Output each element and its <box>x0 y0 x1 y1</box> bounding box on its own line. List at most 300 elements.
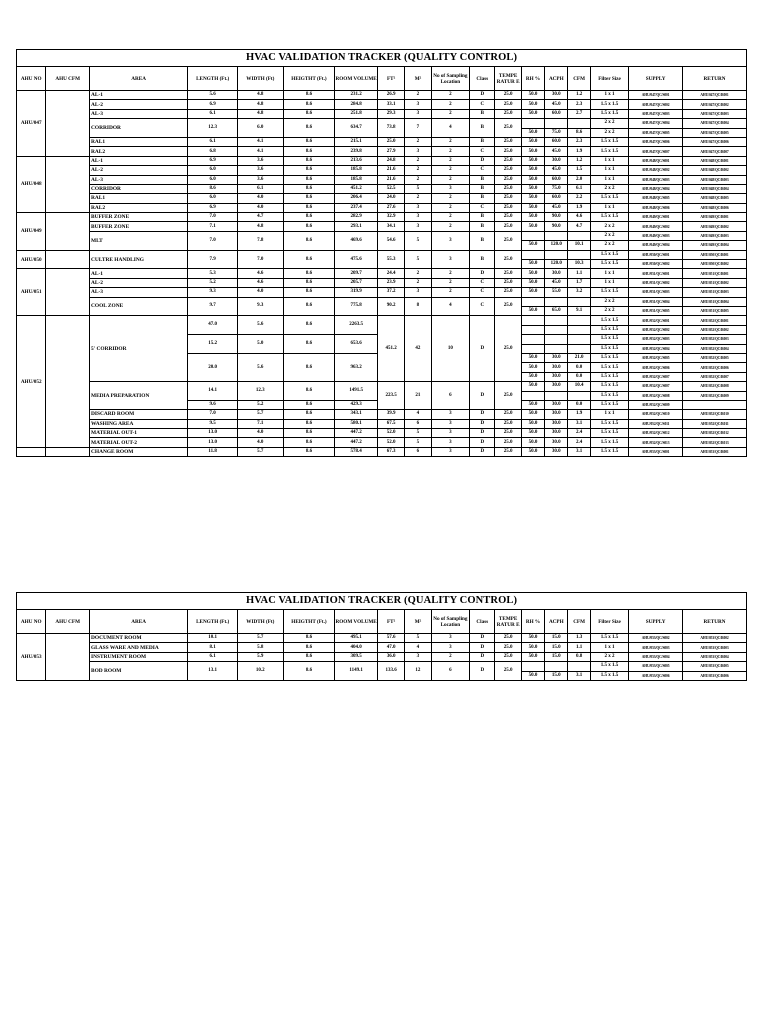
acph: 30.0 <box>545 419 568 428</box>
area-name: AL-2 <box>89 100 187 109</box>
supply-id: AHU/051/QC/S003 <box>629 288 683 297</box>
rh: 50.0 <box>521 634 544 643</box>
sheet-title: HVAC VALIDATION TRACKER (QUALITY CONTROL) <box>16 49 747 66</box>
length: 6.0 <box>188 166 238 175</box>
sampling-locations: 4 <box>431 119 470 138</box>
column-header: M² <box>405 67 431 91</box>
filter-size: 1.5 x 1.5 <box>590 662 629 671</box>
room-volume: 475.6 <box>335 250 378 269</box>
class: D <box>470 447 495 456</box>
class: B <box>470 109 495 118</box>
area-ft2: 54.6 <box>377 231 404 250</box>
supply-id: AHU/048/QC/S003 <box>629 175 683 184</box>
return-id: AHU/052/QC/R001 <box>683 316 747 325</box>
width: 3.6 <box>238 156 284 165</box>
area-m2: 6 <box>405 447 431 456</box>
supply-id: AHU/052/QC/S005 <box>629 353 683 362</box>
table-row <box>17 100 747 109</box>
return-id: AHU/052/QC/R004 <box>683 344 747 353</box>
area-name: MATERIAL OUT-2 <box>89 438 187 447</box>
acph <box>545 335 568 344</box>
supply-id: AHU/049/QC/S004 <box>629 241 683 250</box>
area-ft2: 67.3 <box>377 447 404 456</box>
area-name: MLT <box>89 231 187 250</box>
acph <box>545 391 568 400</box>
room-volume: 231.2 <box>335 91 378 100</box>
filter-size: 1.5 x 1.5 <box>590 213 629 222</box>
rh: 50.0 <box>521 671 544 680</box>
supply-id: AHU/048/QC/S001 <box>629 156 683 165</box>
table-row <box>17 429 747 438</box>
area-ft2: 27.9 <box>377 147 404 156</box>
filter-size: 1.5 x 1.5 <box>590 419 629 428</box>
area-m2: 5 <box>405 438 431 447</box>
area-name: INSTRUMENT ROOM <box>89 652 187 661</box>
acph: 30.0 <box>545 156 568 165</box>
filter-size: 2 x 2 <box>590 652 629 661</box>
room-volume: 429.3 <box>335 400 378 409</box>
sampling-locations: 3 <box>431 184 470 193</box>
area-name: DISCARD ROOM <box>89 410 187 419</box>
supply-id: AHU/047/QC/S005 <box>629 128 683 137</box>
area-m2: 2 <box>405 269 431 278</box>
column-header: FT² <box>377 67 404 91</box>
supply-id: AHU/052/QC/S010 <box>629 410 683 419</box>
width: 12.3 <box>238 382 284 401</box>
length: 7.9 <box>188 250 238 269</box>
acph: 30.0 <box>545 269 568 278</box>
class: C <box>470 288 495 297</box>
cfm: 8.6 <box>568 128 590 137</box>
sampling-locations: 2 <box>431 222 470 231</box>
sampling-locations: 3 <box>431 447 470 456</box>
temperature: 25.0 <box>495 184 521 193</box>
rh: 50.0 <box>521 400 544 409</box>
area-m2: 5 <box>405 231 431 250</box>
length: 7.1 <box>188 222 238 231</box>
supply-id: AHU/047/QC/S007 <box>629 147 683 156</box>
column-header: RETURN <box>683 67 747 91</box>
column-header: CFM <box>568 67 590 91</box>
column-header: AREA <box>89 610 187 634</box>
sampling-locations: 2 <box>431 137 470 146</box>
table-row <box>17 166 747 175</box>
area-m2: 2 <box>405 166 431 175</box>
temperature: 25.0 <box>495 222 521 231</box>
temperature: 25.0 <box>495 137 521 146</box>
tracker-sheet-2 <box>16 592 747 681</box>
room-volume: 205.7 <box>335 278 378 287</box>
area-ft2: 21.6 <box>377 166 404 175</box>
width: 4.6 <box>238 269 284 278</box>
rh: 50.0 <box>521 278 544 287</box>
acph: 45.0 <box>545 166 568 175</box>
room-volume: 209.7 <box>335 269 378 278</box>
area-ft2: 37.2 <box>377 288 404 297</box>
temperature: 25.0 <box>495 410 521 419</box>
width: 5.2 <box>238 400 284 409</box>
area-ft2: 57.6 <box>377 634 404 643</box>
rh <box>521 325 544 334</box>
return-id: AHU/052/QC/R013 <box>683 438 747 447</box>
class: D <box>470 419 495 428</box>
height: 8.6 <box>283 119 335 138</box>
filter-size: 1.5 x 1.5 <box>590 447 629 456</box>
cfm <box>568 335 590 344</box>
rh <box>521 662 544 671</box>
ahu-no: AHU/050 <box>17 250 46 269</box>
return-id: AHU/048/QC/R004 <box>683 184 747 193</box>
sheet-title: HVAC VALIDATION TRACKER (QUALITY CONTROL) <box>16 592 747 609</box>
rh: 50.0 <box>521 372 544 381</box>
return-id: AHU/048/QC/R003 <box>683 175 747 184</box>
cfm: 3.1 <box>568 419 590 428</box>
width: 5.6 <box>238 316 284 335</box>
height: 8.6 <box>283 137 335 146</box>
acph: 30.0 <box>545 91 568 100</box>
acph <box>545 231 568 240</box>
cfm: 1.9 <box>568 410 590 419</box>
length: 9.3 <box>188 288 238 297</box>
area-name: GLASS WARE AND MEDIA <box>89 643 187 652</box>
width: 4.6 <box>238 278 284 287</box>
area-ft2: 36.0 <box>377 652 404 661</box>
column-header: FT² <box>377 610 404 634</box>
length: 7.0 <box>188 231 238 250</box>
return-id: AHU/047/QC/R002 <box>683 100 747 109</box>
ahu-no: AHU/051 <box>17 269 46 316</box>
length: 6.0 <box>188 194 238 203</box>
room-volume: 251.8 <box>335 109 378 118</box>
rh: 50.0 <box>521 306 544 315</box>
width: 4.7 <box>238 213 284 222</box>
temperature: 25.0 <box>495 429 521 438</box>
class: D <box>470 429 495 438</box>
class: C <box>470 166 495 175</box>
area-ft2: 73.8 <box>377 119 404 138</box>
supply-id: AHU/052/QC/S004 <box>629 344 683 353</box>
filter-size: 1.5 x 1.5 <box>590 391 629 400</box>
rh <box>521 344 544 353</box>
acph: 75.0 <box>545 184 568 193</box>
length: 6.9 <box>188 203 238 212</box>
length: 7.0 <box>188 410 238 419</box>
width: 3.6 <box>238 175 284 184</box>
acph: 90.0 <box>545 213 568 222</box>
area-m2: 3 <box>405 213 431 222</box>
acph: 30.0 <box>545 382 568 391</box>
supply-id: AHU/048/QC/S002 <box>629 166 683 175</box>
return-id: AHU/049/QC/R003 <box>683 231 747 240</box>
area-ft2: 451.2 <box>377 316 404 382</box>
class: C <box>470 147 495 156</box>
return-id: AHU/053/QC/R005 <box>683 662 747 671</box>
acph: 60.0 <box>545 109 568 118</box>
rh: 50.0 <box>521 429 544 438</box>
sampling-locations: 2 <box>431 203 470 212</box>
supply-id: AHU/052/QC/S003 <box>629 335 683 344</box>
room-volume: 653.6 <box>335 335 378 354</box>
temperature: 25.0 <box>495 119 521 138</box>
acph: 90.0 <box>545 222 568 231</box>
column-header: TEMPE RATUR E <box>495 610 521 634</box>
class: B <box>470 213 495 222</box>
area-ft2: 52.0 <box>377 438 404 447</box>
area-name: AL-3 <box>89 109 187 118</box>
rh: 50.0 <box>521 166 544 175</box>
width: 6.1 <box>238 184 284 193</box>
length: 6.9 <box>188 100 238 109</box>
length: 11.8 <box>188 447 238 456</box>
room-volume: 634.7 <box>335 119 378 138</box>
column-header: No of Sampling Location <box>431 610 470 634</box>
area-ft2: 26.9 <box>377 91 404 100</box>
acph <box>545 325 568 334</box>
class: B <box>470 184 495 193</box>
acph: 45.0 <box>545 203 568 212</box>
acph: 65.0 <box>545 306 568 315</box>
return-id: AHU/047/QC/R005 <box>683 128 747 137</box>
class: C <box>470 278 495 287</box>
class: B <box>470 222 495 231</box>
column-header: ACPH <box>545 67 568 91</box>
cfm: 1.2 <box>568 156 590 165</box>
temperature: 25.0 <box>495 213 521 222</box>
area-name: RAL1 <box>89 137 187 146</box>
sampling-locations: 3 <box>431 429 470 438</box>
sampling-locations: 3 <box>431 231 470 250</box>
room-volume: 293.1 <box>335 222 378 231</box>
area-name: WASHING AREA <box>89 419 187 428</box>
sampling-locations: 4 <box>431 297 470 316</box>
return-id: AHU/052/QC/R003 <box>683 335 747 344</box>
cfm <box>568 297 590 306</box>
area-m2: 2 <box>405 137 431 146</box>
area-ft2: 24.4 <box>377 269 404 278</box>
cfm: 3.1 <box>568 447 590 456</box>
width: 4.8 <box>238 109 284 118</box>
room-volume: 2263.5 <box>335 316 378 335</box>
sampling-locations: 2 <box>431 156 470 165</box>
supply-id: AHU/053/QC/S005 <box>629 662 683 671</box>
area-m2: 42 <box>405 316 431 382</box>
rh: 50.0 <box>521 91 544 100</box>
width: 7.0 <box>238 250 284 269</box>
temperature: 25.0 <box>495 156 521 165</box>
rh: 50.0 <box>521 184 544 193</box>
return-id <box>683 400 747 409</box>
height: 8.6 <box>283 156 335 165</box>
sampling-locations: 2 <box>431 269 470 278</box>
area-m2: 3 <box>405 222 431 231</box>
rh: 50.0 <box>521 100 544 109</box>
return-id: AHU/052/QC/R005 <box>683 353 747 362</box>
acph: 60.0 <box>545 137 568 146</box>
room-volume: 185.8 <box>335 166 378 175</box>
filter-size: 2 x 2 <box>590 128 629 137</box>
supply-id: AHU/051/QC/S001 <box>629 269 683 278</box>
width: 5.7 <box>238 410 284 419</box>
filter-size: 1.5 x 1.5 <box>590 372 629 381</box>
area-name: CHANGE ROOM <box>89 447 187 456</box>
acph: 45.0 <box>545 100 568 109</box>
ahu-cfm <box>46 213 90 251</box>
class: B <box>470 231 495 250</box>
supply-id: AHU/051/QC/S004 <box>629 297 683 306</box>
supply-id: AHU/052/QC/S011 <box>629 419 683 428</box>
length: 6.1 <box>188 109 238 118</box>
filter-size: 1.5 x 1.5 <box>590 634 629 643</box>
return-id: AHU/051/QC/R005 <box>683 306 747 315</box>
supply-id: AHU/053/QC/S006 <box>629 671 683 680</box>
cfm: 2.3 <box>568 100 590 109</box>
filter-size: 1 x 1 <box>590 269 629 278</box>
length: 6.1 <box>188 652 238 661</box>
class: D <box>470 652 495 661</box>
area-ft2: 24.0 <box>377 194 404 203</box>
rh: 50.0 <box>521 241 544 250</box>
return-id: AHU/047/QC/R001 <box>683 91 747 100</box>
width: 10.2 <box>238 662 284 681</box>
temperature: 25.0 <box>495 447 521 456</box>
area-ft2: 24.8 <box>377 156 404 165</box>
height: 8.6 <box>283 147 335 156</box>
supply-id: AHU/047/QC/S001 <box>629 91 683 100</box>
cfm: 10.3 <box>568 260 590 269</box>
column-header: RH % <box>521 67 544 91</box>
sampling-locations: 2 <box>431 278 470 287</box>
return-id: AHU/052/QC/R012 <box>683 429 747 438</box>
column-header: WIDTH (Ft) <box>238 67 284 91</box>
area-m2: 3 <box>405 288 431 297</box>
temperature: 25.0 <box>495 91 521 100</box>
sampling-locations: 2 <box>431 91 470 100</box>
filter-size: 1.5 x 1.5 <box>590 353 629 362</box>
column-header: HEIGTHT (Ft.) <box>283 67 335 91</box>
height: 8.6 <box>283 316 335 335</box>
return-id: AHU/053/QC/R004 <box>683 652 747 661</box>
acph: 30.0 <box>545 438 568 447</box>
height: 8.6 <box>283 634 335 643</box>
rh: 50.0 <box>521 288 544 297</box>
area-m2: 8 <box>405 297 431 316</box>
area-ft2: 34.1 <box>377 222 404 231</box>
length: 14.1 <box>188 382 238 401</box>
filter-size: 1.5 x 1.5 <box>590 288 629 297</box>
filter-size: 2 x 2 <box>590 184 629 193</box>
sampling-locations: 3 <box>431 419 470 428</box>
temperature: 25.0 <box>495 288 521 297</box>
rh: 50.0 <box>521 260 544 269</box>
supply-id: AHU/048/QC/S005 <box>629 194 683 203</box>
length: 9.7 <box>188 297 238 316</box>
filter-size: 1.5 x 1.5 <box>590 194 629 203</box>
class: B <box>470 250 495 269</box>
length: 47.0 <box>188 316 238 335</box>
width: 4.8 <box>238 91 284 100</box>
temperature: 25.0 <box>495 147 521 156</box>
table-row <box>17 137 747 146</box>
temperature: 25.0 <box>495 269 521 278</box>
filter-size: 1.5 x 1.5 <box>590 429 629 438</box>
area-m2: 2 <box>405 175 431 184</box>
height: 8.6 <box>283 194 335 203</box>
rh: 50.0 <box>521 213 544 222</box>
area-name: AL-3 <box>89 288 187 297</box>
room-volume: 309.5 <box>335 652 378 661</box>
column-header: AREA <box>89 67 187 91</box>
height: 8.6 <box>283 269 335 278</box>
class: D <box>470 156 495 165</box>
ahu-cfm <box>46 156 90 212</box>
acph: 120.0 <box>545 241 568 250</box>
height: 8.6 <box>283 335 335 354</box>
sampling-locations: 3 <box>431 250 470 269</box>
sampling-locations: 2 <box>431 213 470 222</box>
table-row <box>17 203 747 212</box>
filter-size: 1 x 1 <box>590 278 629 287</box>
area-m2: 3 <box>405 652 431 661</box>
filter-size: 1 x 1 <box>590 91 629 100</box>
class: B <box>470 119 495 138</box>
area-ft2: 23.9 <box>377 278 404 287</box>
supply-id: AHU/052/QC/S007 <box>629 372 683 381</box>
column-header: RH % <box>521 610 544 634</box>
table-row <box>17 184 747 193</box>
supply-id: AHU/050/QC/S001 <box>629 250 683 259</box>
rh <box>521 335 544 344</box>
area-name: RAL1 <box>89 194 187 203</box>
supply-id: AHU/048/QC/S006 <box>629 203 683 212</box>
sampling-locations: 2 <box>431 147 470 156</box>
height: 8.6 <box>283 400 335 409</box>
area-ft2: 52.0 <box>377 429 404 438</box>
filter-size: 1.5 x 1.5 <box>590 147 629 156</box>
cfm <box>568 119 590 128</box>
filter-size: 1.5 x 1.5 <box>590 671 629 680</box>
room-volume: 206.4 <box>335 194 378 203</box>
table-row <box>17 147 747 156</box>
cfm: 1.9 <box>568 203 590 212</box>
filter-size: 2 x 2 <box>590 231 629 240</box>
filter-size: 1.5 x 1.5 <box>590 260 629 269</box>
height: 8.6 <box>283 250 335 269</box>
supply-id: AHU/050/QC/S002 <box>629 260 683 269</box>
width: 4.1 <box>238 147 284 156</box>
temperature: 25.0 <box>495 662 521 681</box>
class: D <box>470 438 495 447</box>
height: 8.6 <box>283 91 335 100</box>
area-m2: 2 <box>405 91 431 100</box>
width: 4.1 <box>238 137 284 146</box>
return-id: AHU/052/QC/R002 <box>683 325 747 334</box>
room-volume: 469.6 <box>335 231 378 250</box>
room-volume: 343.1 <box>335 410 378 419</box>
supply-id: AHU/049/QC/S002 <box>629 222 683 231</box>
cfm: 6.1 <box>568 184 590 193</box>
rh <box>521 119 544 128</box>
filter-size: 1 x 1 <box>590 156 629 165</box>
acph: 30.0 <box>545 400 568 409</box>
temperature: 25.0 <box>495 297 521 316</box>
sampling-locations: 2 <box>431 109 470 118</box>
table-row <box>17 438 747 447</box>
area-m2: 5 <box>405 184 431 193</box>
cfm <box>568 391 590 400</box>
area-ft2: 39.9 <box>377 410 404 419</box>
acph: 15.0 <box>545 652 568 661</box>
class: D <box>470 643 495 652</box>
